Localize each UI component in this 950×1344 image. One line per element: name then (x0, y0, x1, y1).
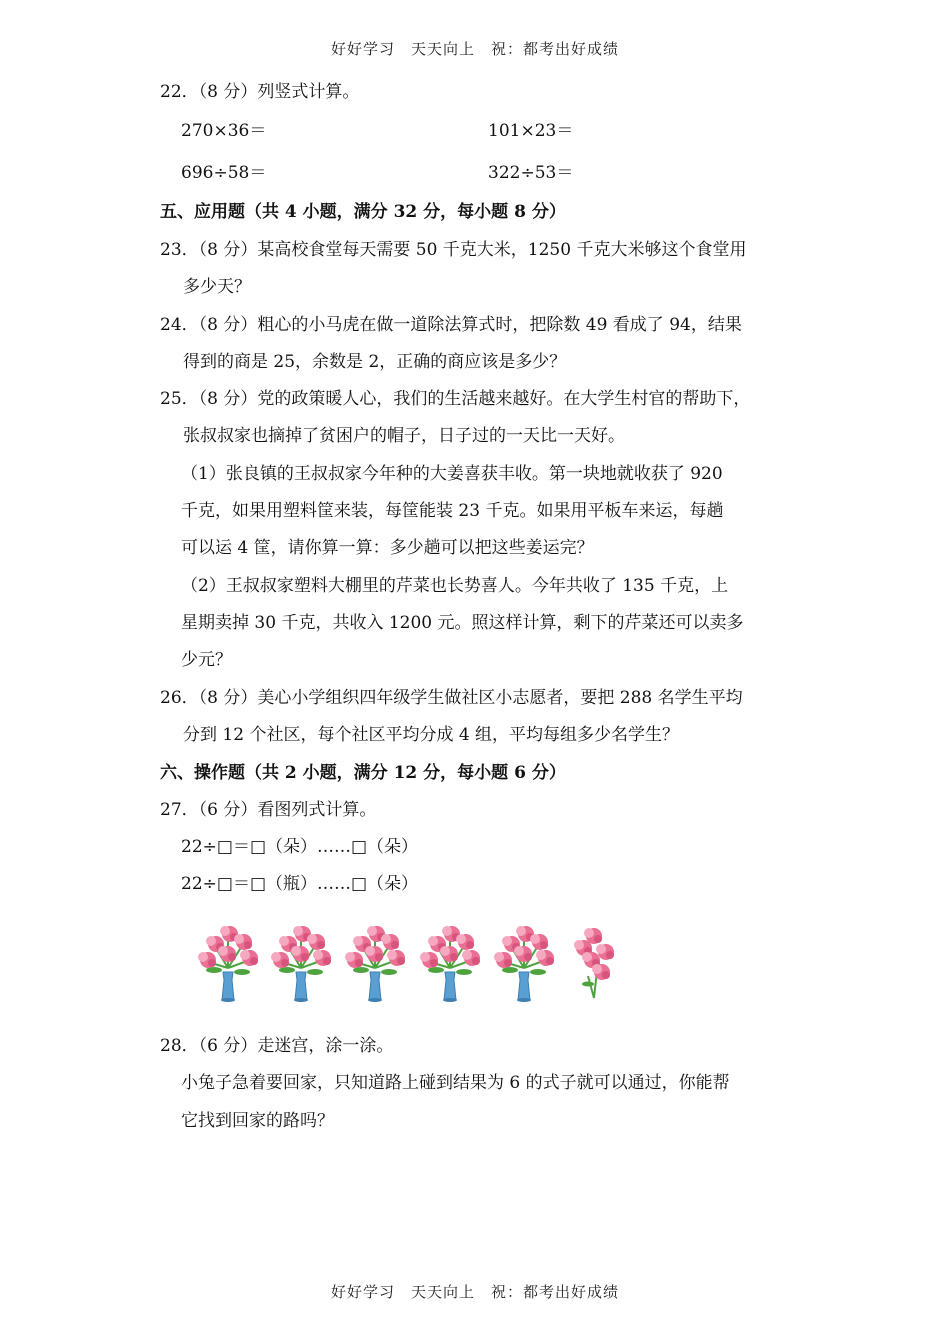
flower-vase-5 (494, 926, 554, 1002)
q22-expr-2: 101×23＝ (488, 121, 574, 141)
q22-expr-4: 322÷53＝ (488, 163, 574, 183)
q25-part1-line-2: 千克，如果用塑料筐来装，每筐能装 23 千克。如果用平板车来运，每趟 (181, 501, 724, 521)
flower-vase-1 (198, 926, 258, 1002)
q22-title: 22．（8 分）列竖式计算。 (160, 82, 360, 102)
q24-line-2: 得到的商是 25，余数是 2，正确的商应该是多少？ (183, 352, 567, 372)
section-5-title: 五、应用题（共 4 小题，满分 32 分，每小题 8 分） (160, 202, 566, 222)
q28-line-1: 小兔子急着要回家，只知道路上碰到结果为 6 的式子就可以通过，你能帮 (181, 1073, 730, 1093)
section-6-title: 六、操作题（共 2 小题，满分 12 分，每小题 6 分） (160, 763, 566, 783)
q26-line-2: 分到 12 个社区，每个社区平均分成 4 组，平均每组多少名学生？ (183, 725, 680, 745)
q26-line-1: 26．（8 分）美心小学组织四年级学生做社区小志愿者，要把 288 名学生平均 (160, 688, 743, 708)
q22-expr-1: 270×36＝ (181, 121, 267, 141)
page-footer: 好好学习 天天向上 祝：都考出好成绩 (330, 1283, 619, 1301)
q23-line-1: 23．（8 分）某高校食堂每天需要 50 千克大米，1250 千克大米够这个食堂用 (160, 240, 747, 260)
loose-flowers (574, 928, 614, 998)
q28-line-2: 它找到回家的路吗？ (181, 1111, 334, 1131)
q25-part1-line-1: （1）张良镇的王叔叔家今年种的大姜喜获丰收。第一块地就收获了 920 (181, 464, 723, 484)
q25-part1-line-3: 可以运 4 筐，请你算一算：多少趟可以把这些姜运完？ (181, 538, 594, 558)
q25-part2-line-1: （2）王叔叔家塑料大棚里的芹菜也长势喜人。今年共收了 135 千克，上 (181, 576, 729, 596)
flower-vase-3 (345, 926, 405, 1002)
q23-line-2: 多少天？ (183, 277, 251, 297)
page-header: 好好学习 天天向上 祝：都考出好成绩 (330, 40, 619, 58)
q28-title: 28．（6 分）走迷宫，涂一涂。 (160, 1036, 394, 1056)
q25-line-1: 25．（8 分）党的政策暖人心，我们的生活越来越好。在大学生村官的帮助下， (160, 389, 751, 409)
q25-line-2: 张叔叔家也摘掉了贫困户的帽子，日子过的一天比一天好。 (183, 426, 625, 446)
q27-title: 27．（6 分）看图列式计算。 (160, 800, 377, 820)
q27-formula-2: 22÷□＝□（瓶）……□（朵） (181, 874, 419, 894)
flower-vase-2 (271, 926, 331, 1002)
q27-formula-1: 22÷□＝□（朵）……□（朵） (181, 837, 419, 857)
flower-vase-4 (420, 926, 480, 1002)
q25-part2-line-3: 少元？ (181, 650, 232, 670)
q24-line-1: 24．（8 分）粗心的小马虎在做一道除法算式时，把除数 49 看成了 94，结果 (160, 315, 742, 335)
q22-expr-3: 696÷58＝ (181, 163, 267, 183)
flower-vases-picture (196, 914, 626, 1006)
q25-part2-line-2: 星期卖掉 30 千克，共收入 1200 元。照这样计算，剩下的芹菜还可以卖多 (181, 613, 744, 633)
